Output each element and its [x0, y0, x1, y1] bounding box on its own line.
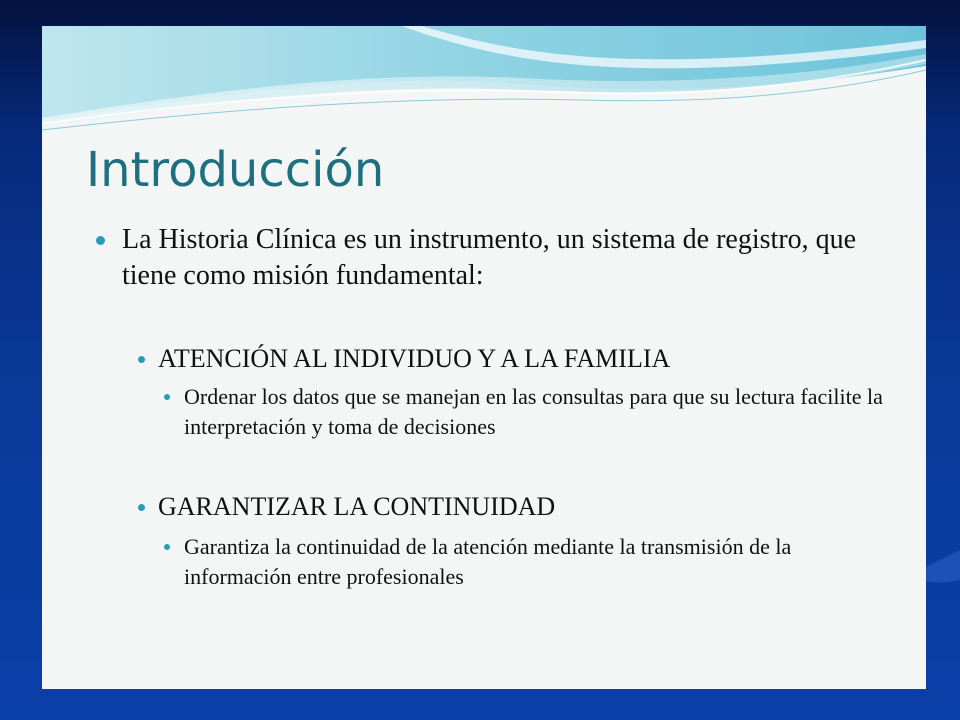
- slide-title: Introducción: [86, 142, 385, 198]
- intro-bullet-text: La Historia Clínica es un instrumento, un sistema de registro, que tiene como misión fundamental:: [122, 224, 857, 291]
- bullet-icon: [164, 544, 170, 550]
- section-detail-2: [184, 532, 894, 592]
- bullet-icon: [96, 236, 105, 245]
- bullet-icon: [138, 356, 145, 363]
- section-heading-2: [158, 492, 555, 522]
- slide: [42, 26, 926, 689]
- intro-bullet: [122, 222, 882, 294]
- header-wave-decoration: [42, 26, 926, 136]
- section-detail-2-text: Garantiza la continuidad de la atención mediante la transmisión de la información entre profesionales: [184, 534, 792, 589]
- section-heading-1: [158, 344, 670, 374]
- section-heading-1-text: ATENCIÓN AL INDIVIDUO Y A LA FAMILIA: [158, 344, 671, 373]
- section-heading-2-text: GARANTIZAR LA CONTINUIDAD: [158, 492, 556, 521]
- bullet-icon: [138, 504, 145, 511]
- bullet-icon: [164, 394, 170, 400]
- section-detail-1-text: Ordenar los datos que se manejan en las consultas para que su lectura facilite la interpretación y toma de decisiones: [184, 384, 883, 439]
- section-detail-1: [184, 382, 894, 442]
- background-swoosh-decoration: [920, 540, 960, 600]
